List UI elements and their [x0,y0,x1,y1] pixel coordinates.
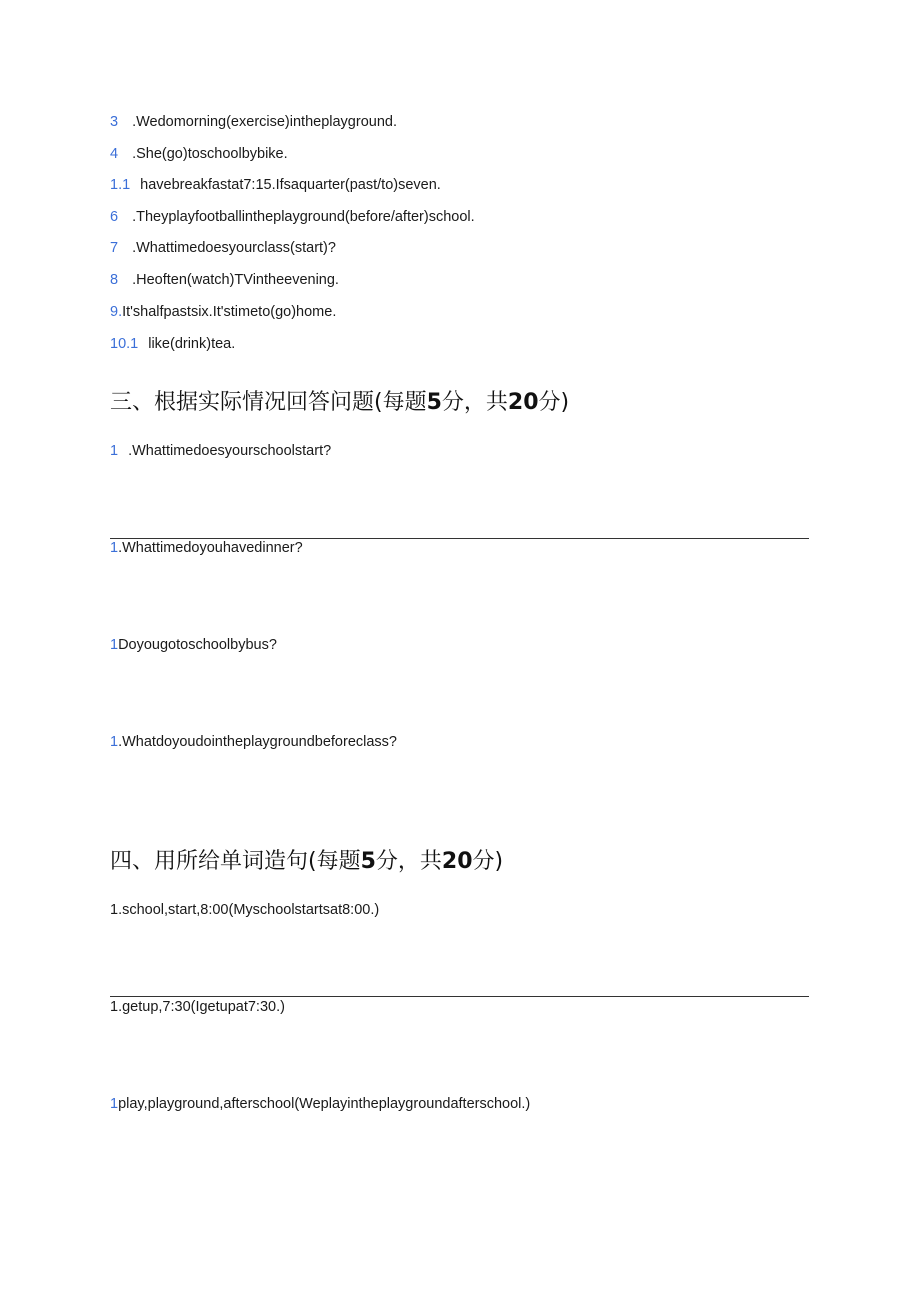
item-number: 6 [110,209,119,225]
item-text: .Whattimedoyouhavedinner? [118,540,303,556]
item-text: It'shalfpastsix.It'stimeto(go)home. [122,304,337,320]
item-number: 1 [110,540,119,556]
item-text: like(drink)tea. [148,336,236,352]
question-item [110,442,331,460]
item-number: 1 [110,637,119,653]
item-text: Doyougotoschoolbybus? [118,637,277,653]
exercise-item [110,271,339,289]
question-item [110,733,397,751]
item-number: 1 [110,1096,119,1112]
item-number: 3 [110,114,119,130]
item-text: .Whattimedoesyourclass(start)? [132,240,336,256]
heading-text: 分) [538,390,570,415]
item-number: 1 [110,443,119,459]
item-number: 8 [110,272,119,288]
item-text: play,playground,afterschool(Weplayintheplaygroundafterschool.) [118,1096,531,1112]
item-text: .Whattimedoesyourschoolstart? [128,443,332,459]
item-text: 1.getup,7:30(Igetupat7:30.) [110,999,285,1015]
item-number: 4 [110,146,119,162]
item-number: 9. [110,304,123,320]
exercise-item [110,176,441,194]
heading-points: 5 [360,849,376,874]
sentence-item [110,1095,530,1113]
question-item [110,539,303,557]
item-number: 7 [110,240,119,256]
exercise-item [110,208,475,226]
answer-line[interactable] [110,996,809,997]
item-text: havebreakfastat7:15.Ifsaquarter(past/to)seven. [140,177,441,193]
section-heading [110,389,569,417]
heading-total: 20 [507,390,539,415]
heading-text: 分) [472,849,504,874]
heading-text: 分，共 [441,390,508,415]
item-text: .She(go)toschoolbybike. [132,146,288,162]
sentence-item [110,998,285,1016]
exercise-item [110,303,336,321]
heading-points: 5 [426,390,442,415]
item-text: .Wedomorning(exercise)intheplayground. [132,114,397,130]
exercise-item [110,145,288,163]
item-text: 1.school,start,8:00(Myschoolstartsat8:00.) [110,902,380,918]
heading-text: 三、根据实际情况回答问题(每题 [110,390,427,415]
exercise-item [110,335,235,353]
heading-text: 四、用所给单词造句(每题 [110,849,361,874]
question-item [110,636,277,654]
heading-text: 分，共 [375,849,442,874]
item-text: .Whatdoyoudointheplaygroundbeforeclass? [118,734,397,750]
item-number: 1.1 [110,177,131,193]
section-heading [110,848,503,876]
item-text: .Heoften(watch)TVintheevening. [132,272,339,288]
item-number: 1 [110,734,119,750]
exercise-item [110,239,336,257]
item-text: .Theyplayfootballintheplayground(before/after)school. [132,209,475,225]
heading-total: 20 [441,849,473,874]
sentence-item [110,901,379,919]
exercise-item [110,113,397,131]
item-number: 10.1 [110,336,139,352]
